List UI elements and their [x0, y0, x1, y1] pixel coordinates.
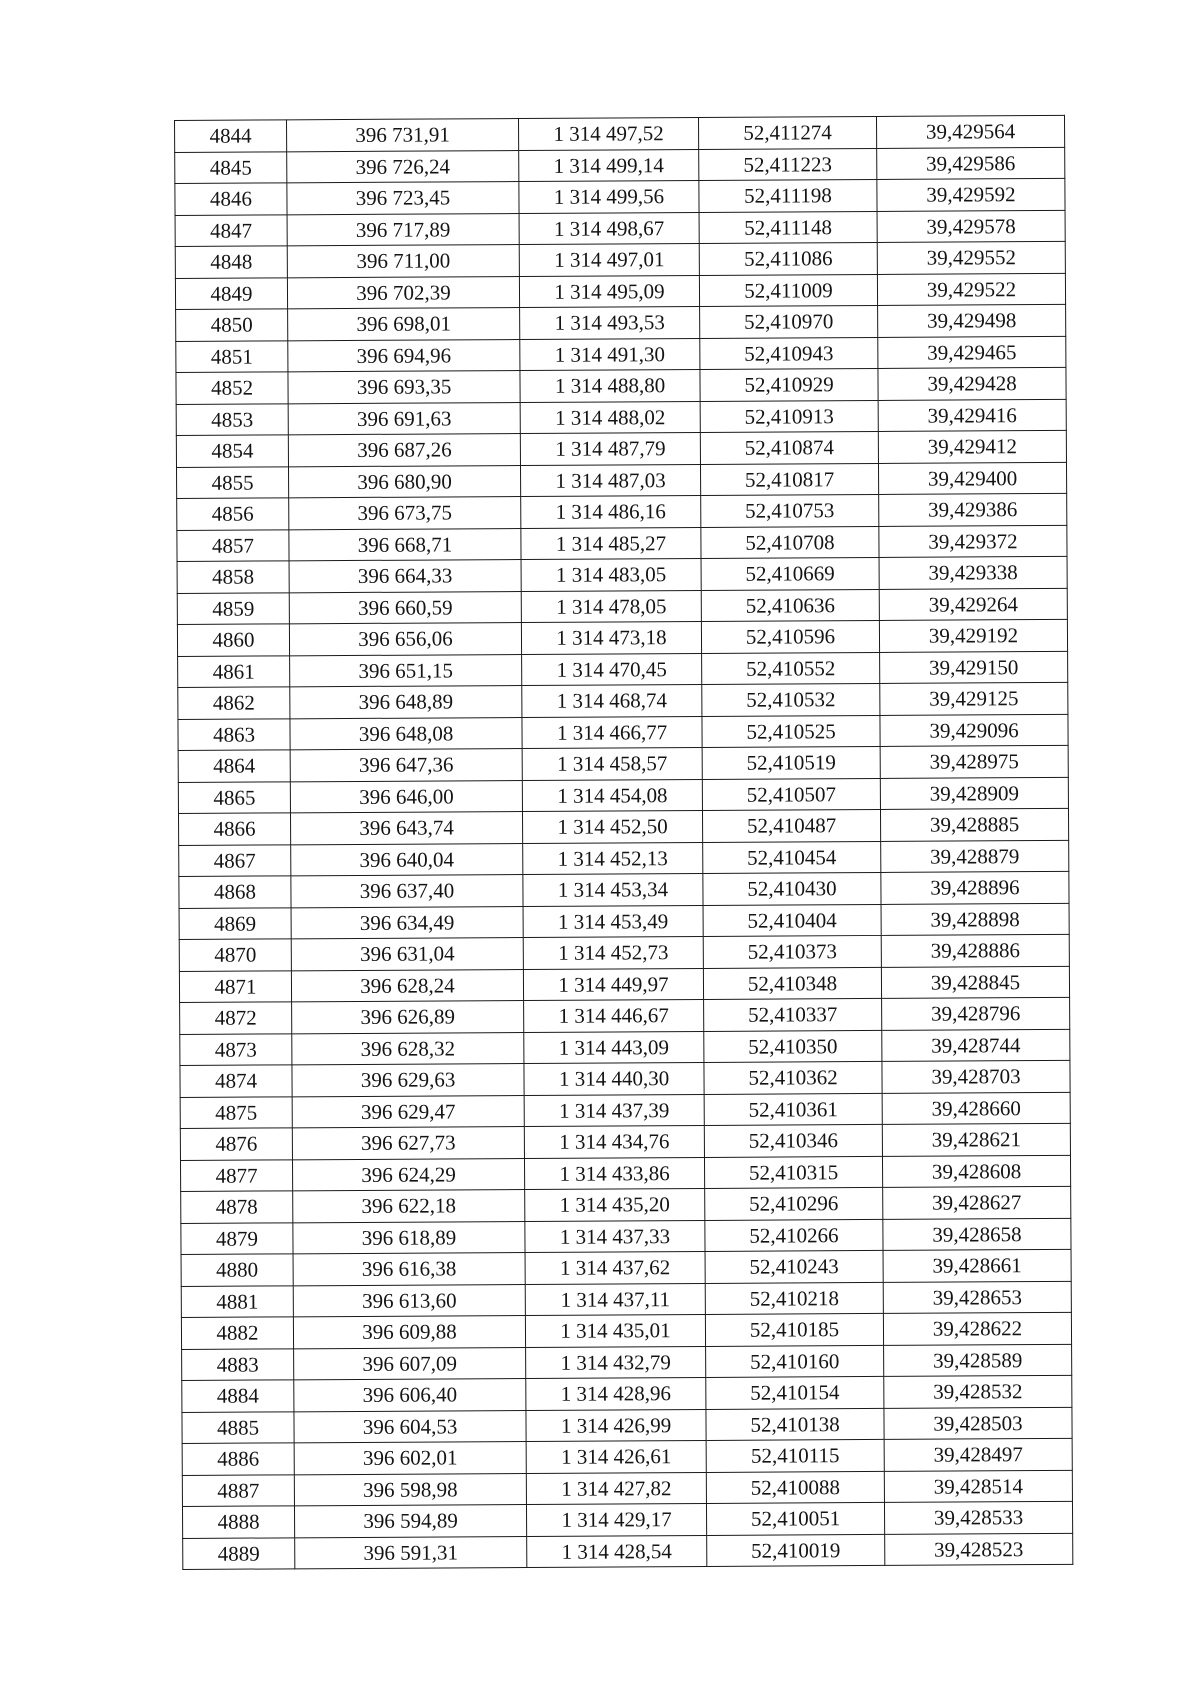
- x-coordinate-cell: 396 616,38: [293, 1252, 525, 1285]
- latitude-cell: 52,410552: [702, 652, 880, 685]
- x-coordinate-cell: 396 651,15: [290, 654, 522, 687]
- latitude-cell: 52,410487: [702, 809, 880, 842]
- table-row: [180, 1060, 1070, 1097]
- x-coordinate-cell: 396 694,96: [288, 339, 520, 372]
- point-number-cell: 4867: [179, 844, 291, 876]
- longitude-cell: 39,428608: [882, 1155, 1070, 1188]
- longitude-cell: 39,429428: [878, 367, 1066, 400]
- table-row: [176, 336, 1066, 373]
- y-coordinate-cell: 1 314 452,50: [522, 810, 702, 843]
- table-row: [179, 934, 1069, 971]
- point-number-cell: 4874: [180, 1065, 292, 1097]
- latitude-cell: 52,410160: [706, 1345, 884, 1378]
- point-number-cell: 4869: [179, 907, 291, 939]
- y-coordinate-cell: 1 314 437,39: [524, 1094, 704, 1127]
- y-coordinate-cell: 1 314 470,45: [522, 653, 702, 686]
- x-coordinate-cell: 396 723,45: [287, 182, 519, 215]
- table-row: [178, 651, 1068, 688]
- latitude-cell: 52,410636: [701, 589, 879, 622]
- longitude-cell: 39,428885: [880, 808, 1068, 841]
- point-number-cell: 4871: [179, 970, 291, 1002]
- point-number-cell: 4865: [178, 781, 290, 813]
- y-coordinate-cell: 1 314 452,73: [523, 936, 703, 969]
- table-row: [181, 1186, 1071, 1223]
- latitude-cell: 52,410669: [701, 557, 879, 590]
- longitude-cell: 39,428653: [883, 1281, 1071, 1314]
- table-row: [182, 1375, 1072, 1412]
- longitude-cell: 39,428898: [881, 903, 1069, 936]
- x-coordinate-cell: 396 691,63: [288, 402, 520, 435]
- x-coordinate-cell: 396 673,75: [289, 497, 521, 530]
- point-number-cell: 4855: [176, 466, 288, 498]
- point-number-cell: 4853: [176, 403, 288, 435]
- point-number-cell: 4864: [178, 750, 290, 782]
- latitude-cell: 52,410817: [700, 463, 878, 496]
- table-row: [180, 1029, 1070, 1066]
- y-coordinate-cell: 1 314 491,30: [520, 338, 700, 371]
- x-coordinate-cell: 396 607,09: [294, 1347, 526, 1380]
- x-coordinate-cell: 396 726,24: [287, 150, 519, 183]
- point-number-cell: 4858: [177, 561, 289, 593]
- point-number-cell: 4878: [181, 1191, 293, 1223]
- x-coordinate-cell: 396 591,31: [295, 1536, 527, 1569]
- x-coordinate-cell: 396 717,89: [287, 213, 519, 246]
- table-row: [178, 714, 1068, 751]
- x-coordinate-cell: 396 622,18: [293, 1189, 525, 1222]
- y-coordinate-cell: 1 314 473,18: [521, 621, 701, 654]
- point-number-cell: 4877: [180, 1159, 292, 1191]
- point-number-cell: 4863: [178, 718, 290, 750]
- latitude-cell: 52,410154: [706, 1376, 884, 1409]
- x-coordinate-cell: 396 693,35: [288, 371, 520, 404]
- y-coordinate-cell: 1 314 428,54: [527, 1535, 707, 1568]
- point-number-cell: 4845: [175, 151, 287, 183]
- point-number-cell: 4846: [175, 183, 287, 215]
- point-number-cell: 4884: [182, 1380, 294, 1412]
- y-coordinate-cell: 1 314 495,09: [519, 275, 699, 308]
- latitude-cell: 52,410138: [706, 1408, 884, 1441]
- x-coordinate-cell: 396 631,04: [291, 938, 523, 971]
- y-coordinate-cell: 1 314 433,86: [524, 1157, 704, 1190]
- y-coordinate-cell: 1 314 478,05: [521, 590, 701, 623]
- x-coordinate-cell: 396 624,29: [292, 1158, 524, 1191]
- longitude-cell: 39,428514: [884, 1470, 1072, 1503]
- longitude-cell: 39,429552: [877, 241, 1065, 274]
- y-coordinate-cell: 1 314 497,52: [518, 117, 698, 150]
- longitude-cell: 39,428796: [882, 997, 1070, 1030]
- y-coordinate-cell: 1 314 488,02: [520, 401, 700, 434]
- latitude-cell: 52,410348: [703, 967, 881, 1000]
- table-row: [175, 178, 1065, 215]
- table-row: [176, 430, 1066, 467]
- point-number-cell: 4850: [176, 309, 288, 341]
- table-row: [175, 273, 1065, 310]
- latitude-cell: 52,410404: [703, 904, 881, 937]
- latitude-cell: 52,411086: [699, 242, 877, 275]
- longitude-cell: 39,429096: [880, 714, 1068, 747]
- longitude-cell: 39,428845: [881, 966, 1069, 999]
- longitude-cell: 39,429125: [880, 682, 1068, 715]
- y-coordinate-cell: 1 314 453,49: [523, 905, 703, 938]
- x-coordinate-cell: 396 698,01: [288, 308, 520, 341]
- y-coordinate-cell: 1 314 499,56: [519, 180, 699, 213]
- table-row: [177, 619, 1067, 656]
- table-row: [182, 1407, 1072, 1444]
- x-coordinate-cell: 396 628,32: [292, 1032, 524, 1065]
- longitude-cell: 39,429522: [877, 273, 1065, 306]
- y-coordinate-cell: 1 314 427,82: [526, 1472, 706, 1505]
- longitude-cell: 39,429416: [878, 399, 1066, 432]
- latitude-cell: 52,410243: [705, 1250, 883, 1283]
- y-coordinate-cell: 1 314 426,99: [526, 1409, 706, 1442]
- table-row: [176, 367, 1066, 404]
- point-number-cell: 4873: [180, 1033, 292, 1065]
- y-coordinate-cell: 1 314 429,17: [526, 1503, 706, 1536]
- y-coordinate-cell: 1 314 446,67: [524, 999, 704, 1032]
- table-row: [176, 304, 1066, 341]
- latitude-cell: 52,410218: [705, 1282, 883, 1315]
- longitude-cell: 39,428532: [884, 1375, 1072, 1408]
- point-number-cell: 4886: [182, 1443, 294, 1475]
- longitude-cell: 39,429264: [879, 588, 1067, 621]
- longitude-cell: 39,428589: [884, 1344, 1072, 1377]
- longitude-cell: 39,429465: [878, 336, 1066, 369]
- longitude-cell: 39,429400: [878, 462, 1066, 495]
- latitude-cell: 52,410913: [700, 400, 878, 433]
- x-coordinate-cell: 396 609,88: [293, 1315, 525, 1348]
- x-coordinate-cell: 396 643,74: [290, 812, 522, 845]
- point-number-cell: 4866: [178, 813, 290, 845]
- x-coordinate-cell: 396 602,01: [294, 1441, 526, 1474]
- longitude-cell: 39,428621: [882, 1123, 1070, 1156]
- point-number-cell: 4856: [177, 498, 289, 530]
- y-coordinate-cell: 1 314 487,79: [520, 432, 700, 465]
- longitude-cell: 39,428660: [882, 1092, 1070, 1125]
- coordinates-table-body: [175, 115, 1073, 1569]
- longitude-cell: 39,428533: [884, 1501, 1072, 1534]
- point-number-cell: 4875: [180, 1096, 292, 1128]
- table-row: [180, 1092, 1070, 1129]
- x-coordinate-cell: 396 668,71: [289, 528, 521, 561]
- latitude-cell: 52,410019: [707, 1534, 885, 1567]
- x-coordinate-cell: 396 648,08: [290, 717, 522, 750]
- longitude-cell: 39,429338: [879, 556, 1067, 589]
- y-coordinate-cell: 1 314 426,61: [526, 1440, 706, 1473]
- table-row: [182, 1438, 1072, 1475]
- longitude-cell: 39,429372: [879, 525, 1067, 558]
- table-row: [179, 903, 1069, 940]
- latitude-cell: 52,411274: [698, 116, 876, 149]
- longitude-cell: 39,429386: [879, 493, 1067, 526]
- latitude-cell: 52,410185: [705, 1313, 883, 1346]
- x-coordinate-cell: 396 647,36: [290, 749, 522, 782]
- longitude-cell: 39,428909: [880, 777, 1068, 810]
- point-number-cell: 4844: [175, 120, 287, 152]
- latitude-cell: 52,410525: [702, 715, 880, 748]
- table-row: [181, 1218, 1071, 1255]
- y-coordinate-cell: 1 314 499,14: [519, 149, 699, 182]
- longitude-cell: 39,428661: [883, 1249, 1071, 1282]
- y-coordinate-cell: 1 314 468,74: [522, 684, 702, 717]
- latitude-cell: 52,410430: [703, 872, 881, 905]
- point-number-cell: 4883: [182, 1348, 294, 1380]
- x-coordinate-cell: 396 646,00: [290, 780, 522, 813]
- longitude-cell: 39,428896: [881, 871, 1069, 904]
- point-number-cell: 4876: [180, 1128, 292, 1160]
- table-row: [175, 147, 1065, 184]
- latitude-cell: 52,410596: [701, 620, 879, 653]
- table-row: [178, 745, 1068, 782]
- x-coordinate-cell: 396 606,40: [294, 1378, 526, 1411]
- latitude-cell: 52,411223: [699, 148, 877, 181]
- x-coordinate-cell: 396 648,89: [290, 686, 522, 719]
- latitude-cell: 52,410051: [706, 1502, 884, 1535]
- coordinates-table-container: [174, 115, 1072, 1570]
- table-row: [182, 1470, 1072, 1507]
- longitude-cell: 39,428627: [883, 1186, 1071, 1219]
- table-row: [181, 1281, 1071, 1318]
- longitude-cell: 39,428523: [885, 1533, 1073, 1566]
- latitude-cell: 52,410454: [703, 841, 881, 874]
- y-coordinate-cell: 1 314 437,11: [525, 1283, 705, 1316]
- y-coordinate-cell: 1 314 443,09: [524, 1031, 704, 1064]
- point-number-cell: 4881: [181, 1285, 293, 1317]
- table-row: [180, 1155, 1070, 1192]
- longitude-cell: 39,428886: [881, 934, 1069, 967]
- point-number-cell: 4848: [175, 246, 287, 278]
- table-row: [175, 210, 1065, 247]
- y-coordinate-cell: 1 314 488,80: [520, 369, 700, 402]
- coordinates-table: [174, 115, 1073, 1570]
- point-number-cell: 4872: [180, 1002, 292, 1034]
- latitude-cell: 52,410088: [706, 1471, 884, 1504]
- x-coordinate-cell: 396 637,40: [291, 875, 523, 908]
- x-coordinate-cell: 396 604,53: [294, 1410, 526, 1443]
- longitude-cell: 39,429578: [877, 210, 1065, 243]
- point-number-cell: 4859: [177, 592, 289, 624]
- longitude-cell: 39,428497: [884, 1438, 1072, 1471]
- longitude-cell: 39,429192: [879, 619, 1067, 652]
- point-number-cell: 4888: [182, 1506, 294, 1538]
- point-number-cell: 4860: [177, 624, 289, 656]
- x-coordinate-cell: 396 613,60: [293, 1284, 525, 1317]
- y-coordinate-cell: 1 314 437,33: [525, 1220, 705, 1253]
- y-coordinate-cell: 1 314 435,01: [525, 1314, 705, 1347]
- point-number-cell: 4854: [176, 435, 288, 467]
- longitude-cell: 39,428703: [882, 1060, 1070, 1093]
- x-coordinate-cell: 396 660,59: [289, 591, 521, 624]
- y-coordinate-cell: 1 314 498,67: [519, 212, 699, 245]
- point-number-cell: 4889: [183, 1537, 295, 1569]
- latitude-cell: 52,410337: [704, 998, 882, 1031]
- x-coordinate-cell: 396 656,06: [289, 623, 521, 656]
- latitude-cell: 52,410519: [702, 746, 880, 779]
- table-row: [176, 399, 1066, 436]
- x-coordinate-cell: 396 702,39: [287, 276, 519, 309]
- point-number-cell: 4885: [182, 1411, 294, 1443]
- x-coordinate-cell: 396 634,49: [291, 906, 523, 939]
- table-row: [177, 588, 1067, 625]
- y-coordinate-cell: 1 314 486,16: [521, 495, 701, 528]
- y-coordinate-cell: 1 314 432,79: [526, 1346, 706, 1379]
- table-row: [180, 1123, 1070, 1160]
- x-coordinate-cell: 396 618,89: [293, 1221, 525, 1254]
- latitude-cell: 52,410708: [701, 526, 879, 559]
- y-coordinate-cell: 1 314 485,27: [521, 527, 701, 560]
- latitude-cell: 52,410361: [704, 1093, 882, 1126]
- y-coordinate-cell: 1 314 453,34: [523, 873, 703, 906]
- latitude-cell: 52,411148: [699, 211, 877, 244]
- table-row: [177, 493, 1067, 530]
- latitude-cell: 52,410296: [705, 1187, 883, 1220]
- point-number-cell: 4862: [178, 687, 290, 719]
- longitude-cell: 39,428622: [883, 1312, 1071, 1345]
- longitude-cell: 39,429592: [877, 178, 1065, 211]
- y-coordinate-cell: 1 314 497,01: [519, 243, 699, 276]
- y-coordinate-cell: 1 314 466,77: [522, 716, 702, 749]
- latitude-cell: 52,410970: [700, 305, 878, 338]
- table-row: [175, 115, 1065, 152]
- point-number-cell: 4849: [175, 277, 287, 309]
- longitude-cell: 39,429150: [880, 651, 1068, 684]
- latitude-cell: 52,410266: [705, 1219, 883, 1252]
- x-coordinate-cell: 396 629,47: [292, 1095, 524, 1128]
- point-number-cell: 4868: [179, 876, 291, 908]
- table-row: [179, 871, 1069, 908]
- latitude-cell: 52,410346: [704, 1124, 882, 1157]
- table-row: [182, 1501, 1072, 1538]
- x-coordinate-cell: 396 627,73: [292, 1126, 524, 1159]
- latitude-cell: 52,410507: [702, 778, 880, 811]
- table-row: [178, 682, 1068, 719]
- x-coordinate-cell: 396 598,98: [294, 1473, 526, 1506]
- longitude-cell: 39,429564: [876, 115, 1064, 148]
- y-coordinate-cell: 1 314 452,13: [523, 842, 703, 875]
- y-coordinate-cell: 1 314 493,53: [520, 306, 700, 339]
- longitude-cell: 39,429498: [878, 304, 1066, 337]
- x-coordinate-cell: 396 664,33: [289, 560, 521, 593]
- table-row: [183, 1533, 1073, 1570]
- latitude-cell: 52,410929: [700, 368, 878, 401]
- table-row: [175, 241, 1065, 278]
- longitude-cell: 39,428744: [882, 1029, 1070, 1062]
- table-row: [180, 997, 1070, 1034]
- latitude-cell: 52,410532: [702, 683, 880, 716]
- latitude-cell: 52,410315: [704, 1156, 882, 1189]
- x-coordinate-cell: 396 628,24: [291, 969, 523, 1002]
- y-coordinate-cell: 1 314 454,08: [522, 779, 702, 812]
- y-coordinate-cell: 1 314 483,05: [521, 558, 701, 591]
- longitude-cell: 39,428503: [884, 1407, 1072, 1440]
- table-row: [179, 840, 1069, 877]
- point-number-cell: 4857: [177, 529, 289, 561]
- latitude-cell: 52,410350: [704, 1030, 882, 1063]
- longitude-cell: 39,429586: [877, 147, 1065, 180]
- point-number-cell: 4880: [181, 1254, 293, 1286]
- x-coordinate-cell: 396 687,26: [288, 434, 520, 467]
- x-coordinate-cell: 396 629,63: [292, 1064, 524, 1097]
- table-row: [178, 808, 1068, 845]
- longitude-cell: 39,428975: [880, 745, 1068, 778]
- latitude-cell: 52,410874: [700, 431, 878, 464]
- latitude-cell: 52,410943: [700, 337, 878, 370]
- point-number-cell: 4882: [181, 1317, 293, 1349]
- x-coordinate-cell: 396 711,00: [287, 245, 519, 278]
- x-coordinate-cell: 396 640,04: [291, 843, 523, 876]
- table-row: [178, 777, 1068, 814]
- point-number-cell: 4870: [179, 939, 291, 971]
- point-number-cell: 4887: [182, 1474, 294, 1506]
- point-number-cell: 4852: [176, 372, 288, 404]
- latitude-cell: 52,410115: [706, 1439, 884, 1472]
- y-coordinate-cell: 1 314 435,20: [525, 1188, 705, 1221]
- latitude-cell: 52,411198: [699, 179, 877, 212]
- x-coordinate-cell: 396 731,91: [287, 119, 519, 152]
- longitude-cell: 39,429412: [878, 430, 1066, 463]
- table-row: [181, 1249, 1071, 1286]
- latitude-cell: 52,410373: [703, 935, 881, 968]
- y-coordinate-cell: 1 314 437,62: [525, 1251, 705, 1284]
- point-number-cell: 4861: [178, 655, 290, 687]
- table-row: [182, 1344, 1072, 1381]
- longitude-cell: 39,428658: [883, 1218, 1071, 1251]
- point-number-cell: 4879: [181, 1222, 293, 1254]
- longitude-cell: 39,428879: [881, 840, 1069, 873]
- point-number-cell: 4847: [175, 214, 287, 246]
- y-coordinate-cell: 1 314 434,76: [524, 1125, 704, 1158]
- y-coordinate-cell: 1 314 487,03: [520, 464, 700, 497]
- x-coordinate-cell: 396 626,89: [292, 1001, 524, 1034]
- latitude-cell: 52,410753: [701, 494, 879, 527]
- latitude-cell: 52,410362: [704, 1061, 882, 1094]
- point-number-cell: 4851: [176, 340, 288, 372]
- y-coordinate-cell: 1 314 428,96: [526, 1377, 706, 1410]
- y-coordinate-cell: 1 314 449,97: [523, 968, 703, 1001]
- table-row: [177, 525, 1067, 562]
- y-coordinate-cell: 1 314 458,57: [522, 747, 702, 780]
- table-row: [177, 556, 1067, 593]
- table-row: [179, 966, 1069, 1003]
- x-coordinate-cell: 396 680,90: [288, 465, 520, 498]
- table-row: [181, 1312, 1071, 1349]
- y-coordinate-cell: 1 314 440,30: [524, 1062, 704, 1095]
- table-row: [176, 462, 1066, 499]
- x-coordinate-cell: 396 594,89: [294, 1504, 526, 1537]
- latitude-cell: 52,411009: [699, 274, 877, 307]
